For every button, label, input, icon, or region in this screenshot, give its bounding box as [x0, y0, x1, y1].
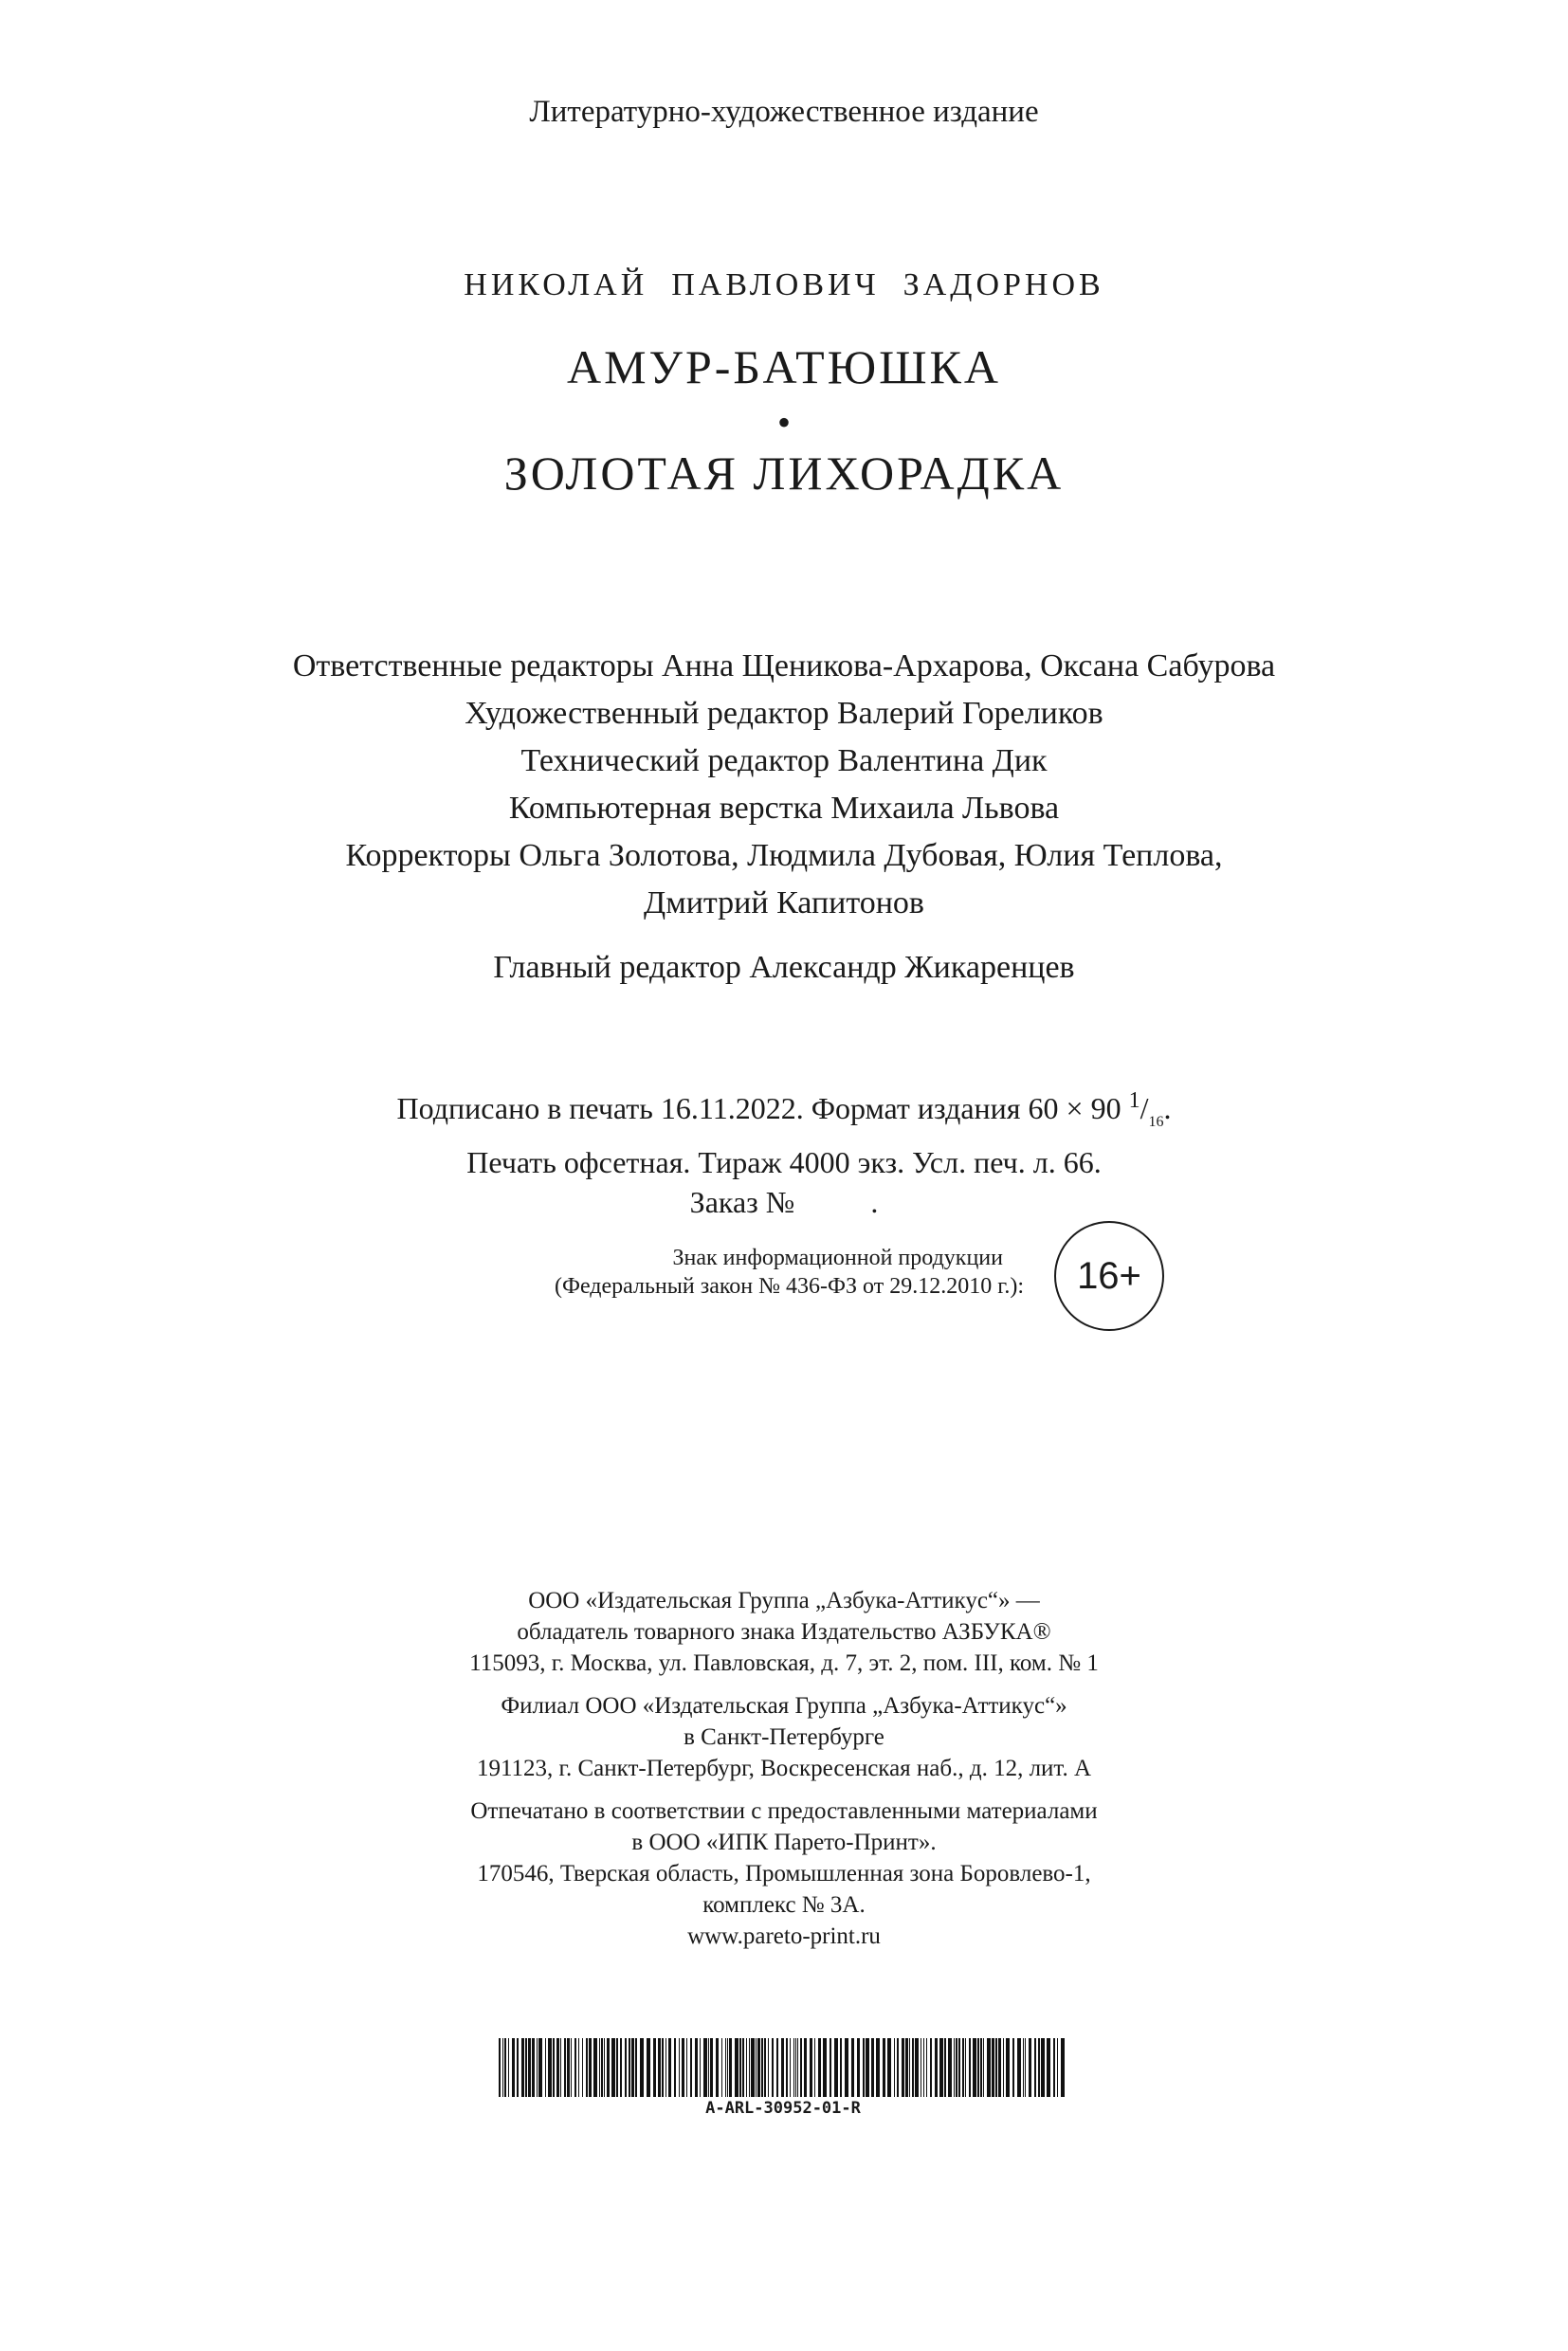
printer-website: www.pareto-print.ru — [687, 1923, 881, 1949]
barcode-code: A-ARL-30952-01-R — [705, 2099, 861, 2118]
format-line-end: . — [1163, 1091, 1172, 1125]
age-rating-badge — [1054, 1221, 1164, 1331]
edition-type: Литературно-художественное издание — [529, 95, 1039, 129]
print-format-line — [0, 1081, 1568, 1142]
credits-block — [0, 643, 1568, 992]
printer-address-cont: комплекс № 3А. — [702, 1892, 866, 1918]
publisher-block — [0, 1585, 1568, 1952]
print-run-line: Печать офсетная. Тираж 4000 экз. Усл. печ. л. 66. — [466, 1145, 1102, 1179]
credits-editors: Ответственные редакторы Анна Щеникова-Архарова, Оксана Сабурова — [292, 648, 1276, 683]
book-title-2: ЗОЛОТАЯ ЛИХОРАДКА — [503, 447, 1065, 500]
print-format-text: Подписано в печать 16.11.2022. Формат издания 60 × 90 — [396, 1091, 1129, 1125]
publisher-address: 115093, г. Москва, ул. Павловская, д. 7, эт. 2, пом. III, ком. № 1 — [469, 1650, 1099, 1676]
print-info — [0, 1081, 1568, 1222]
title-separator: • — [776, 401, 791, 444]
format-fraction-separator: / — [1140, 1091, 1149, 1125]
order-end: . — [870, 1185, 879, 1219]
credits-tech-editor: Технический редактор Валентина Дик — [520, 743, 1048, 778]
order-line — [0, 1182, 1568, 1222]
credits-proofreaders: Корректоры Ольга Золотова, Людмила Дубовая, Юлия Теплова, — [345, 838, 1223, 873]
barcode-icon — [499, 2038, 1067, 2097]
credits-art-editor: Художественный редактор Валерий Гореликов — [465, 696, 1103, 731]
format-fraction-numerator: 1 — [1128, 1088, 1140, 1113]
printer-address: 170546, Тверская область, Промышленная зона Боровлево-1, — [477, 1861, 1091, 1886]
publisher-name: ООО «Издательская Группа „Азбука-Аттикус“» — — [528, 1588, 1040, 1613]
credits-proofreaders-cont: Дмитрий Капитонов — [644, 885, 924, 920]
branch-city: в Санкт-Петербурге — [684, 1724, 884, 1750]
printer-note: Отпечатано в соответствии с предоставленными материалами — [470, 1798, 1098, 1824]
age-rating-law: (Федеральный закон № 436-ФЗ от 29.12.2010 г.): — [554, 1274, 1024, 1299]
branch-name: Филиал ООО «Издательская Группа „Азбука-Аттикус“» — [501, 1693, 1067, 1719]
branch-address: 191123, г. Санкт-Петербург, Воскресенская наб., д. 12, лит. А — [476, 1756, 1092, 1781]
publisher-trademark: обладатель товарного знака Издательство АЗБУКА® — [517, 1619, 1051, 1645]
order-label: Заказ № — [689, 1185, 795, 1219]
format-fraction-denominator: 16 — [1148, 1114, 1164, 1130]
age-rating-label: Знак информационной продукции — [672, 1246, 1003, 1270]
printer-name: в ООО «ИПК Парето-Принт». — [631, 1830, 937, 1855]
age-rating-text — [379, 1244, 1024, 1301]
credits-layout: Компьютерная верстка Михаила Львова — [508, 791, 1060, 826]
book-title-1: АМУР-БАТЮШКА — [566, 340, 1002, 393]
author-name: НИКОЛАЙ ПАВЛОВИЧ ЗАДОРНОВ — [464, 267, 1104, 302]
age-rating-value: 16+ — [1077, 1254, 1141, 1297]
credits-chief-editor: Главный редактор Александр Жикаренцев — [493, 950, 1075, 985]
